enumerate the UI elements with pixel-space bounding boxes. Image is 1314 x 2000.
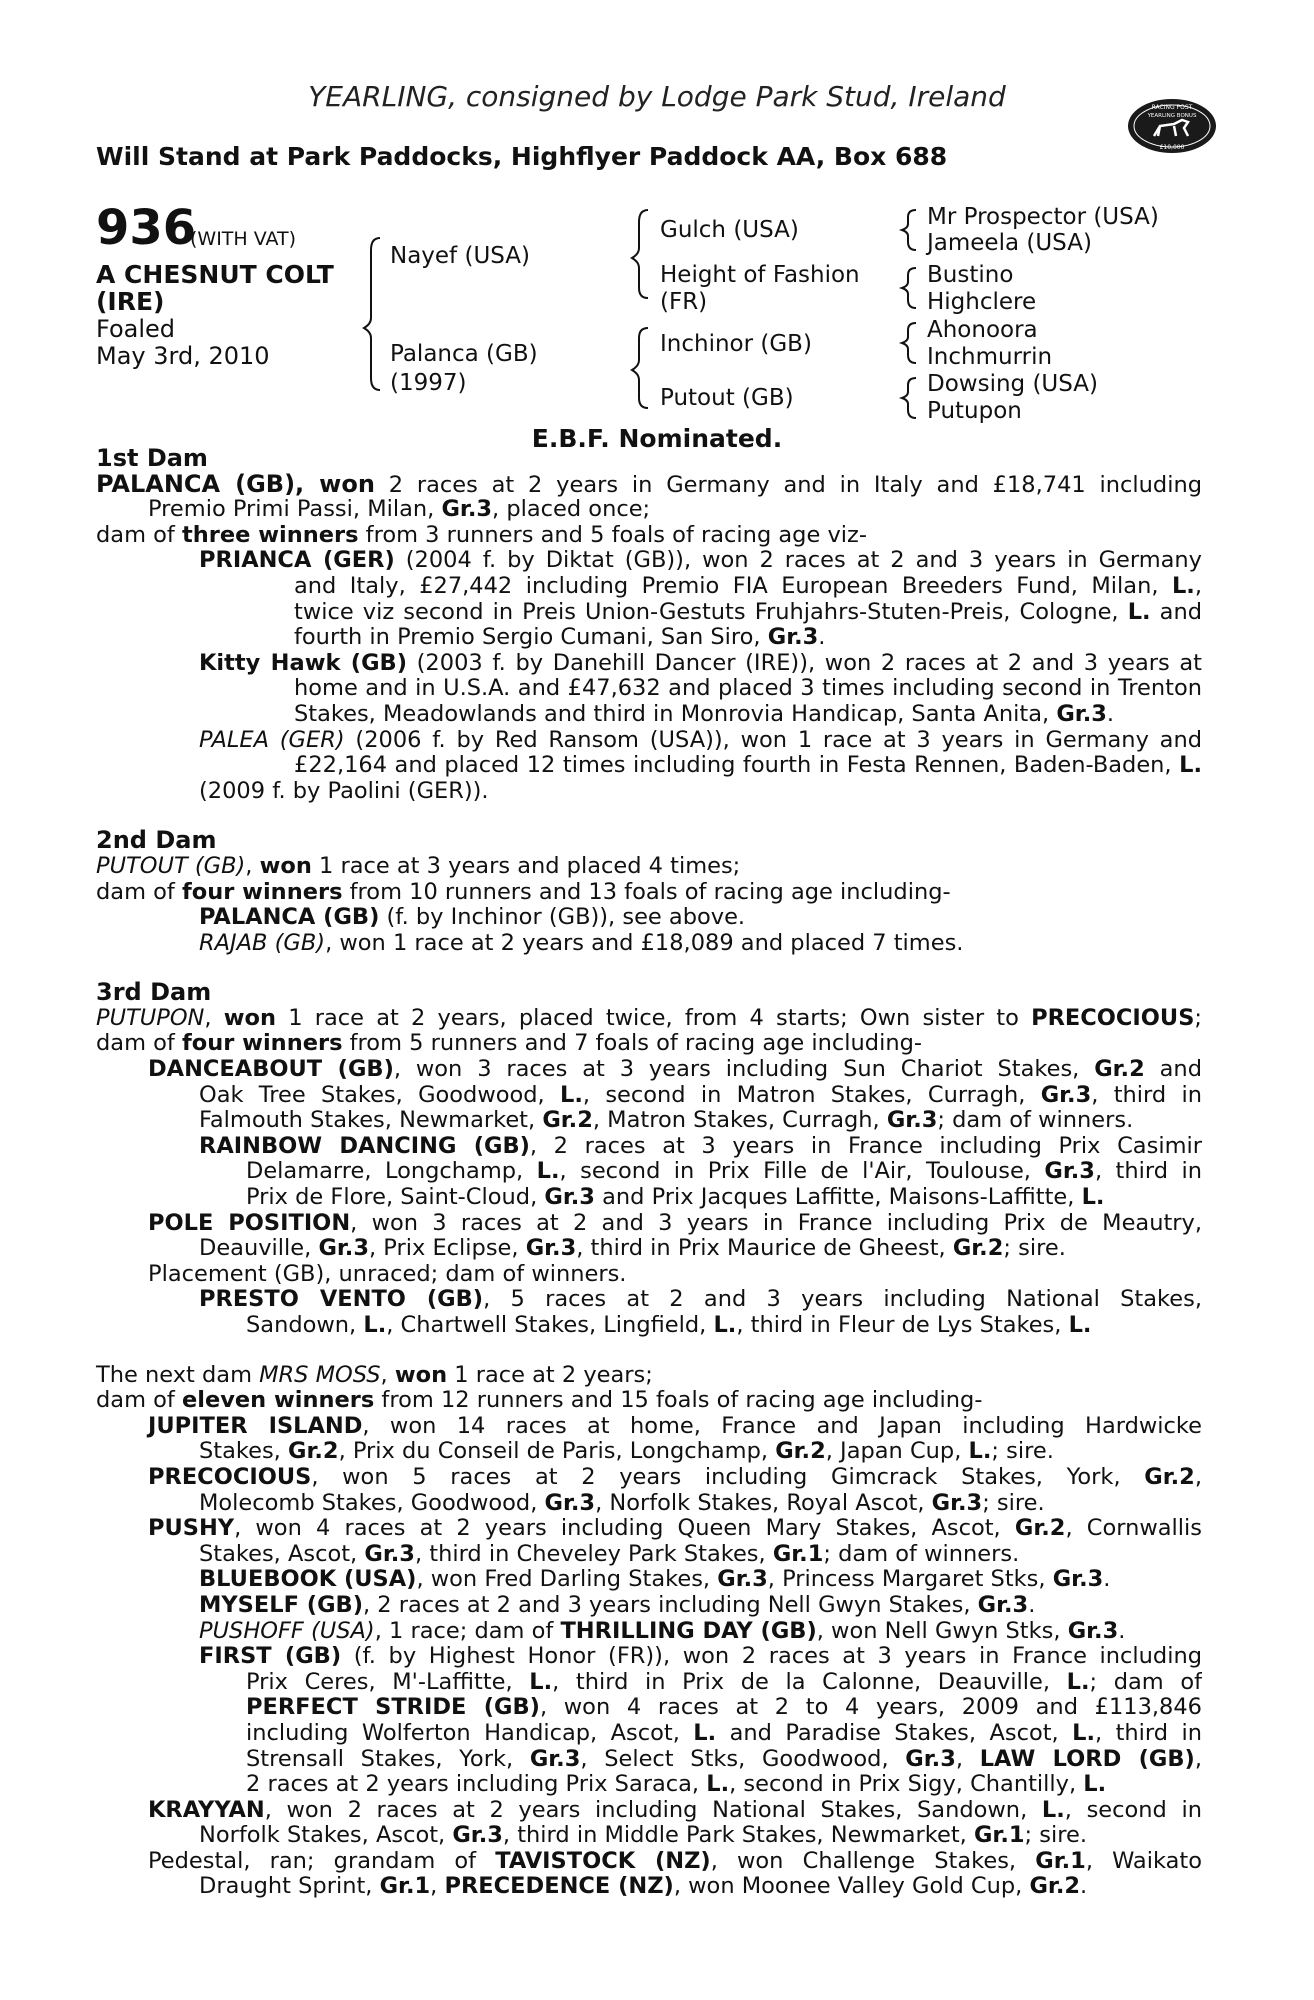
produce-line: Stakes, Meadowlands and third in Monrovia Handicap, Santa Anita, Gr.3. [294,700,1115,727]
dam-dam-dam: Putupon [927,398,1022,424]
second-dam-line: PUTOUT (GB), won 1 race at 3 years and placed 4 times; [96,852,741,879]
dam-name: MRS MOSS [259,1361,381,1388]
dam-name: PUTOUT (GB) [96,852,246,879]
produce-name: PRIANCA (GER) [199,548,395,574]
badge-top-text: RACING POST [1151,104,1193,111]
produce-line: DANCEABOUT (GB), won 3 races at 3 years including Sun Chariot Stakes, Gr.2 and [148,1057,1202,1083]
produce-line: Prix Ceres, M'-Laffitte, L., third in Prix de la Calonne, Deauville, L.; dam of [246,1669,1202,1695]
produce-name: RAINBOW DANCING (GB) [199,1133,530,1159]
dam-name: PALANCA (GB) [96,471,296,498]
produce-line: BLUEBOOK (USA), won Fred Darling Stakes, Gr.3, Princess Margaret Stks, Gr.3. [199,1566,1111,1593]
dam-name: PUTUPON [96,1005,205,1031]
produce-line: Strensall Stakes, York, Gr.3, Select Stks, Goodwood, Gr.3, LAW LORD (GB), [246,1746,1202,1772]
dam-dam-sire: Dowsing (USA) [927,371,1098,397]
produce-name: Kitty Hawk (GB) [199,650,407,676]
badge-mid-text: YEARLING BONUS [1147,113,1197,119]
produce-name: PRECOCIOUS [148,1464,312,1490]
lot-origin: (IRE) [96,287,165,316]
produce-name: KRAYYAN [148,1797,265,1823]
foaled-label: Foaled [96,315,176,343]
sire-dam: Height of Fashion [660,262,860,288]
dam-sire: Inchinor (GB) [660,331,812,357]
catalogue-body [96,446,1202,1900]
produce-line: PUSHOFF (USA), 1 race; dam of THRILLING DAY (GB), won Nell Gwyn Stks, Gr.3. [199,1617,1126,1644]
lot-description: A CHESNUT COLT [96,260,334,289]
next-dam-line: The next dam MRS MOSS, won 1 race at 2 years; [96,1361,653,1388]
produce-line: POLE POSITION, won 3 races at 2 and 3 years in France including Prix de Meautry, [148,1210,1202,1236]
third-dam-heading: 3rd Dam [96,978,212,1007]
first-dam-line: Premio Primi Passi, Milan, Gr.3, placed once; [148,496,651,523]
foaled-date: May 3rd, 2010 [96,342,270,370]
produce-line: Prix de Flore, Saint-Cloud, Gr.3 and Prix Jacques Laffitte, Maisons-Laffitte, L. [246,1184,1105,1211]
first-dam-line: dam of three winners from 3 runners and 5 foals of racing age viz- [96,521,867,548]
dam-sire-sire: Ahonoora [927,317,1038,343]
produce-line: MYSELF (GB), 2 races at 2 and 3 years including Nell Gwyn Stakes, Gr.3. [199,1591,1036,1618]
produce-line: £22,164 and placed 12 times including fourth in Festa Rennen, Baden-Baden, L. [294,753,1202,779]
produce-line: PALANCA (GB) (f. by Inchinor (GB)), see above. [199,904,746,931]
dam-sire-dam: Inchmurrin [927,344,1053,370]
sire-dam-sire: Bustino [927,262,1014,288]
produce-line: 2 races at 2 years including Prix Saraca, L., second in Prix Sigy, Chantilly, L. [246,1771,1107,1798]
produce-name: PRECEDENCE (NZ) [444,1873,674,1900]
produce-line: PRESTO VENTO (GB), 5 races at 2 and 3 years including National Stakes, [199,1287,1202,1313]
second-dam-line: dam of four winners from 10 runners and 13 foals of racing age including- [96,878,951,905]
sire-sire: Gulch (USA) [660,217,799,243]
produce-line: PRECOCIOUS, won 5 races at 2 years including Gimcrack Stakes, York, Gr.2, [148,1464,1202,1490]
produce-line: Deauville, Gr.3, Prix Eclipse, Gr.3, third in Prix Maurice de Gheest, Gr.2; sire. [199,1235,1066,1262]
sire-sire-sire: Mr Prospector (USA) [927,204,1159,230]
produce-name: TAVISTOCK (NZ) [495,1848,711,1874]
produce-line: KRAYYAN, won 2 races at 2 years including National Stakes, Sandown, L., second in [148,1797,1202,1823]
produce-line: RAJAB (GB), won 1 race at 2 years and £18,089 and placed 7 times. [199,929,964,956]
produce-line: Delamarre, Longchamp, L., second in Prix Fille de l'Air, Toulouse, Gr.3, third in [246,1159,1202,1185]
sire-sire-dam: Jameela (USA) [927,230,1092,256]
dam-dam: Putout (GB) [660,385,794,411]
produce-line: RAINBOW DANCING (GB), 2 races at 3 years in France including Prix Casimir [199,1133,1202,1159]
produce-line: Draught Sprint, Gr.1, PRECEDENCE (NZ), won Moonee Valley Gold Cup, Gr.2. [199,1873,1088,1900]
dam: Palanca (GB) [390,341,538,367]
sire-dam-dam: Highclere [927,289,1037,315]
produce-name: PERFECT STRIDE (GB) [246,1695,540,1721]
sire-dam-origin: (FR) [660,289,708,315]
produce-name: DANCEABOUT (GB) [148,1057,394,1083]
produce-name: BLUEBOOK (USA) [199,1566,417,1593]
badge-amount-text: £10,000 [1159,144,1185,151]
produce-name: PUSHOFF (USA) [199,1617,375,1644]
produce-line: Pedestal, ran; grandam of TAVISTOCK (NZ), won Challenge Stakes, Gr.1, Waikato [148,1848,1202,1874]
produce-name: MYSELF (GB) [199,1591,363,1618]
produce-line: PERFECT STRIDE (GB), won 4 races at 2 to 4 years, 2009 and £113,846 [246,1695,1202,1721]
produce-line: and Italy, £27,442 including Premio FIA European Breeders Fund, Milan, L., [294,573,1202,599]
produce-line: FIRST (GB) (f. by Highest Honor (FR)), won 2 races at 3 years in France including [199,1644,1202,1670]
produce-line: PUSHY, won 4 races at 2 years including Queen Mary Stakes, Ascot, Gr.2, Cornwallis [148,1516,1202,1542]
produce-name: JUPITER ISLAND [148,1413,363,1439]
produce-line: JUPITER ISLAND, won 14 races at home, France and Japan including Hardwicke [148,1413,1202,1439]
produce-name: PALEA (GER) [199,727,345,753]
produce-line: (2009 f. by Paolini (GER)). [199,777,489,804]
second-dam-heading: 2nd Dam [96,826,217,855]
lot-number: 936 [96,200,197,256]
produce-line: Falmouth Stakes, Newmarket, Gr.2, Matron Stakes, Curragh, Gr.3; dam of winners. [199,1107,1134,1134]
produce-name: LAW LORD (GB) [979,1746,1195,1772]
produce-line: Sandown, L., Chartwell Stakes, Lingfield, L., third in Fleur de Lys Stakes, L. [246,1312,1092,1338]
produce-name: FIRST (GB) [199,1644,342,1670]
third-dam-line: PUTUPON, won 1 race at 2 years, placed twice, from 4 starts; Own sister to PRECOCIOUS; [96,1005,1202,1031]
produce-name: POLE POSITION [148,1210,351,1236]
produce-line: PALEA (GER) (2006 f. by Red Ransom (USA)), won 1 race at 3 years in Germany and [199,727,1202,753]
page-title: YEARLING, consigned by Lodge Park Stud, Ireland [308,80,1006,113]
produce-line: Placement (GB), unraced; dam of winners. [148,1260,627,1287]
stand-location: Will Stand at Park Paddocks, Highflyer Paddock AA, Box 688 [96,142,948,171]
dam-foaling-year: (1997) [390,370,467,396]
produce-line: Norfolk Stakes, Ascot, Gr.3, third in Middle Park Stakes, Newmarket, Gr.1; sire. [199,1822,1087,1849]
produce-line: Stakes, Ascot, Gr.3, third in Cheveley Park Stakes, Gr.1; dam of winners. [199,1540,1020,1567]
produce-name: PALANCA (GB) [199,904,380,931]
third-dam-line: dam of four winners from 5 runners and 7 foals of racing age including- [96,1030,922,1057]
ebf-nomination: E.B.F. Nominated. [531,424,783,453]
first-dam-line: PALANCA (GB), won 2 races at 2 years in Germany and in Italy and £18,741 including [96,471,1202,498]
first-dam-heading: 1st Dam [96,444,208,472]
produce-line: twice viz second in Preis Union-Gestuts Fruhjahrs-Stuten-Preis, Cologne, L. and [294,599,1202,625]
produce-line: Kitty Hawk (GB) (2003 f. by Danehill Dancer (IRE)), won 2 races at 2 and 3 years at [199,650,1202,676]
produce-name: PRESTO VENTO (GB) [199,1287,484,1313]
produce-line: Molecomb Stakes, Goodwood, Gr.3, Norfolk Stakes, Royal Ascot, Gr.3; sire. [199,1489,1045,1516]
vat-note: (WITH VAT) [190,228,297,250]
produce-line: home and in U.S.A. and £47,632 and placed 3 times including second in Trenton [294,676,1202,702]
produce-line: fourth in Premio Sergio Cumani, San Siro, Gr.3. [294,624,826,651]
produce-name: RAJAB (GB) [199,929,326,956]
next-dam-line: dam of eleven winners from 12 runners and 15 foals of racing age including- [96,1387,983,1414]
produce-line: Oak Tree Stakes, Goodwood, L., second in Matron Stakes, Curragh, Gr.3, third in [199,1082,1202,1108]
produce-line: PRIANCA (GER) (2004 f. by Diktat (GB)), won 2 races at 2 and 3 years in Germany [199,548,1202,574]
sire: Nayef (USA) [390,243,531,269]
produce-name: PUSHY [148,1516,235,1542]
produce-line: Stakes, Gr.2, Prix du Conseil de Paris, Longchamp, Gr.2, Japan Cup, L.; sire. [199,1438,1054,1465]
produce-line: including Wolferton Handicap, Ascot, L. and Paradise Stakes, Ascot, L., third in [246,1720,1202,1746]
